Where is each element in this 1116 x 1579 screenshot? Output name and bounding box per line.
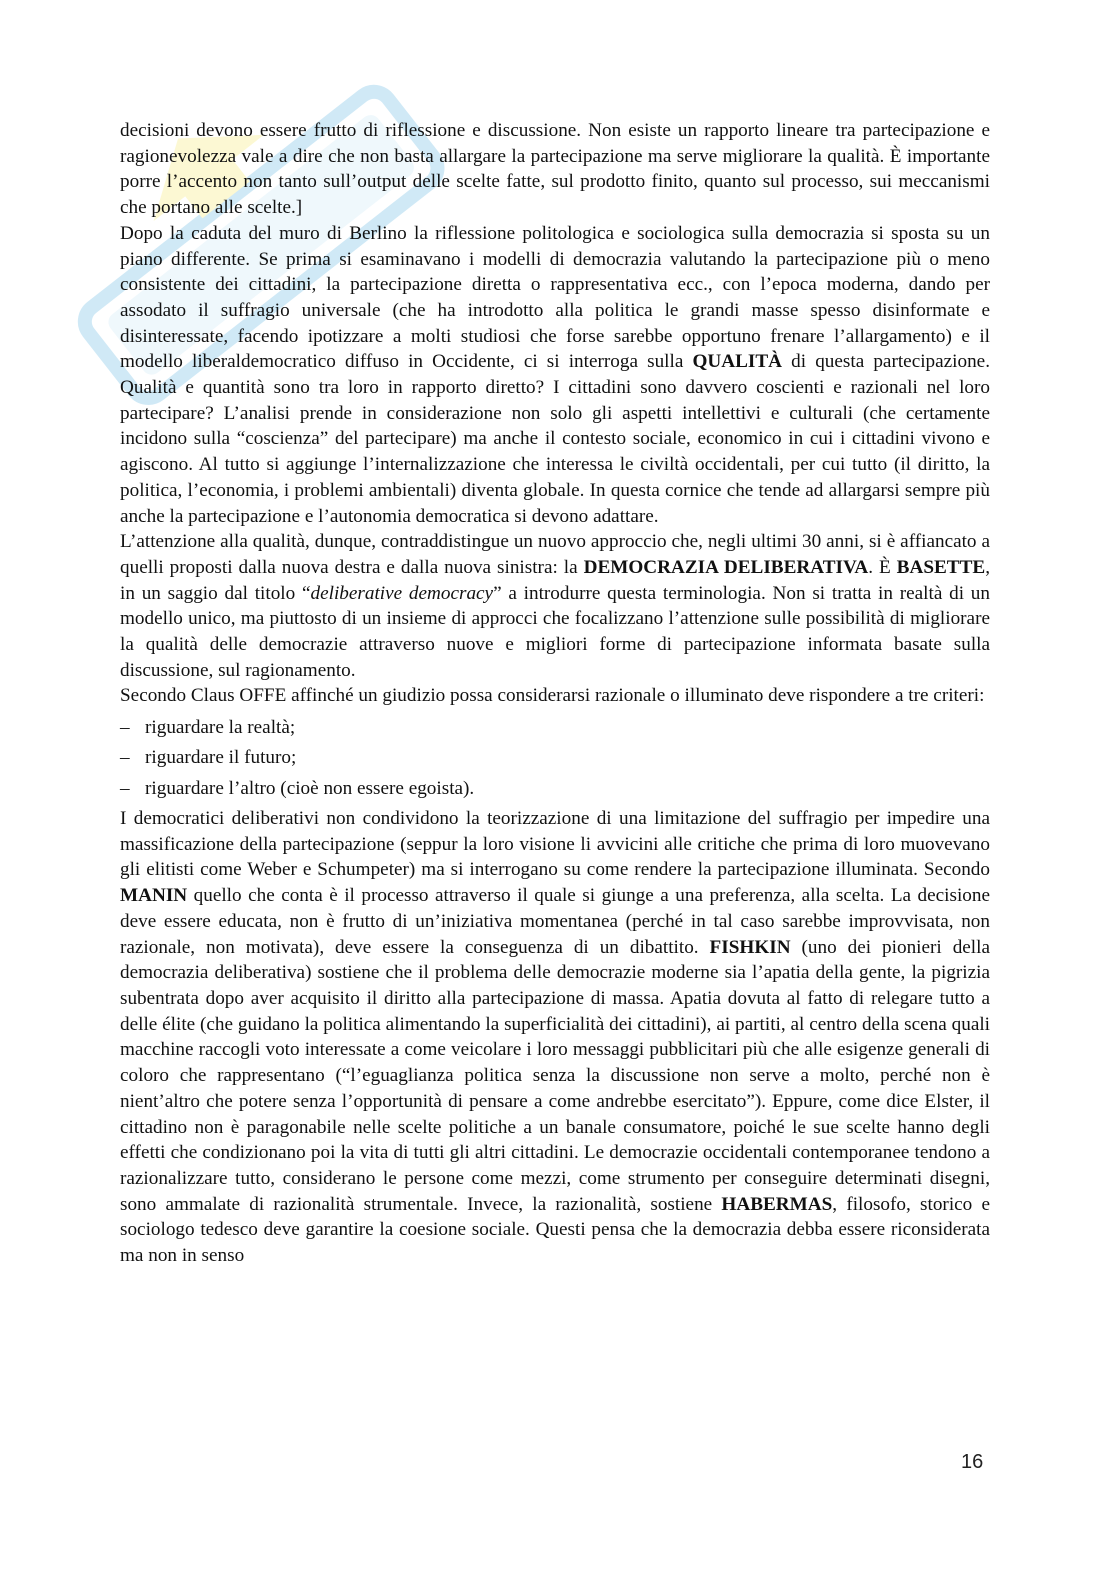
text-run: Dopo la caduta del muro di Berlino la riflessione politologica e sociologica sulla democrazia si sposta su un piano differente. Se prima si esaminavano i modelli di democrazia valutando la partecipazione più o meno consistente dei cittadini, la partecipazione diretta o rappresentativa ecc., con l’epoca moderna, dando per assodato il suffragio universale (che ha introdotto alla politica le grandi masse spesso disinformate e disinteressate, facendo ipotizzare a molti studiosi che forse sarebbe opportuno frenare l’allargamento) e il modello liberaldemocratico diffuso in Occidente, ci si interroga sulla bbox=[120, 222, 990, 373]
text-run: I democratici deliberativi non condividono la teorizzazione di una limitazione del suffragio per impedire una massificazione della partecipazione (seppur la loro visione li avvicini alle critiche che prima di loro muovevano gli elitisti come Weber e Schumpeter) ma si interrogano su come rendere la partecipazione illuminata. Secondo bbox=[120, 808, 990, 881]
bold-term-qualita: QUALITÀ bbox=[692, 351, 783, 373]
text-run: , filosofo, storico e sociologo tedesco deve garantire la coesione sociale. Questi pensa che la democrazia debba essere riconsiderata ma non in senso bbox=[120, 1193, 990, 1267]
bold-term-habermas: HABERMAS bbox=[721, 1193, 833, 1215]
list-item: – riguardare l’altro (cioè non essere egoista). bbox=[120, 776, 990, 802]
paragraph-deliberation-intro: decisioni devono essere frutto di riflessione e discussione. Non esiste un rapporto lineare tra partecipazione e ragionevolezza vale a dire che non basta allargare la partecipazione ma serve migliorare la qualità. È importante porre l’accento non tanto sull’output delle scelte fatte, sul prodotto finito, quanto sul processo, sui meccanismi che portano alle scelte.] bbox=[120, 120, 990, 219]
text-run: di questa partecipazione. Qualità e quantità sono tra loro in rapporto diretto? I cittadini sono davvero coscienti e razionali nel loro partecipare? L’analisi prende in considerazione non solo gli aspetti intellettivi e culturali (che certamente incidono sulla “coscienza” del partecipare) ma anche il contesto sociale, economico in cui i cittadini vivono e agiscono. Al tutto si aggiunge l’internalizzazione che interessa le civiltà occidentali, per cui tutto (il diritto, la politica, l’economia, i problemi ambientali) diventa globale. In questa cornice che tende ad allargarsi sempre più anche la partecipazione e l’autonomia democratica si devono adattare. bbox=[120, 351, 990, 527]
italic-title-deliberative-democracy: deliberative democracy bbox=[310, 582, 494, 604]
paragraph-deliberative-democrats bbox=[120, 806, 990, 1269]
criteria-list bbox=[120, 715, 990, 801]
text-run: (uno dei pionieri della democrazia deliberativa) sostiene che il problema delle democrazie moderne sia l’apatia della gente, la pigrizia subentrata dopo aver acquisito il diritto alla partecipazione di massa. Apatia dovuta al fatto di relegare tutto a delle élite (che guidano la politica alimentando la superficialità dei cittadini), ai partiti, al centro della scena quali macchine raccogli voto interessate a come veicolare i loro messaggi pubblicitari più che alle esigenze generali di coloro che rappresentano (“l’eguaglianza politica senza la discussione non serve a molto, perché non è nient’altro che potere senza l’opportunità di pensare a come andrebbe esercitato”). Eppure, come dice Elster, il cittadino non è paragonabile nelle scelte politiche a un banale consumatore, poiché le sue scelte hanno degli effetti che condizionano poi la vita di tutti gli altri cittadini. Le democrazie occidentali contemporanee tendono a razionalizzare tutto, considerano le persone come mezzi, come strumento per conseguire determinati disegni, sono ammalate di razionalità strumentale. Invece, la razionalità, sostiene bbox=[120, 936, 990, 1215]
bold-term-democrazia-deliberativa: DEMOCRAZIA DELIBERATIVA bbox=[583, 556, 869, 578]
bold-term-manin: MANIN bbox=[120, 885, 188, 907]
text-run: . È bbox=[868, 556, 897, 578]
text-run: L’attenzione alla qualità, dunque, contraddistingue un nuovo approccio che, negli ultimi 30 anni, si è affiancato a quelli proposti dalla nuova destra e dalla nuova sinistra: la bbox=[120, 531, 990, 578]
text-run: ” a introdurre questa terminologia. Non si tratta in realtà di un modello unico, ma piuttosto di un insieme di approcci che focalizzano l’attenzione sulle possibilità di migliorare la qualità delle democrazie attraverso nuove e migliori forme di partecipazione informata basate sulla discussione, sul ragionamento. bbox=[120, 582, 990, 681]
page-number: 16 bbox=[961, 1451, 984, 1473]
paragraph-offe-criteria: Secondo Claus OFFE affinché un giudizio possa considerarsi razionale o illuminato deve rispondere a tre criteri: bbox=[120, 685, 985, 707]
text-run: quello che conta è il processo attraverso il quale si giunge a una preferenza, alla scelta. La decisione deve essere educata, non è frutto di un’iniziativa momentanea (perché in tal caso sarebbe improvvisata, non razionale, non motivata), deve essere la conseguenza di un dibattito. bbox=[120, 885, 990, 958]
list-item: – riguardare la realtà; bbox=[120, 715, 990, 741]
bold-term-fishkin: FISHKIN bbox=[709, 936, 791, 958]
paragraph-deliberative-democracy bbox=[120, 529, 990, 683]
text-run: , in un saggio dal titolo “ bbox=[120, 556, 990, 604]
document-body bbox=[120, 118, 990, 1269]
list-item: – riguardare il futuro; bbox=[120, 745, 990, 771]
paragraph-berlin-wall bbox=[120, 221, 990, 529]
bold-term-basette: BASETTE bbox=[896, 556, 986, 578]
